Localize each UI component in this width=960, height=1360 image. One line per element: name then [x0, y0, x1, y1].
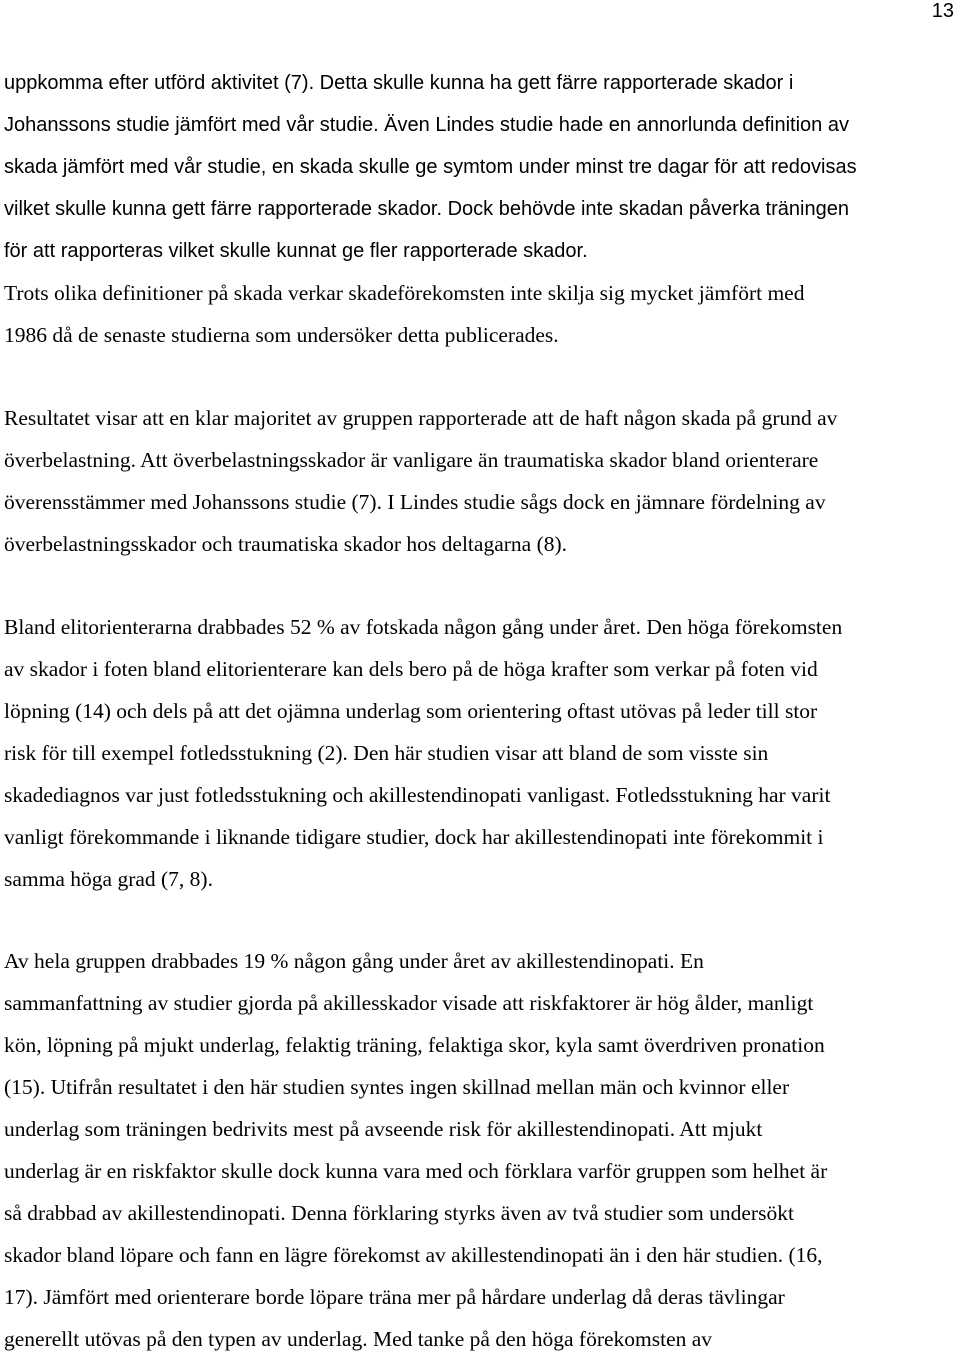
text-line: Bland elitorienterarna drabbades 52 % av fotskada någon gång under året. Den höga förekomsten [4, 615, 843, 639]
text-line: 17). Jämfört med orienterare borde löpare träna mer på hårdare underlag då deras tävlingar [4, 1285, 785, 1309]
text-line: överensstämmer med Johanssons studie (7). I Lindes studie sågs dock en jämnare fördelning av [4, 490, 826, 514]
text-line: 1986 då de senaste studierna som undersöker detta publicerades. [4, 323, 559, 347]
text-line: Johanssons studie jämfört med vår studie. Även Lindes studie hade en annorlunda definition av [4, 114, 849, 136]
text-line: vilket skulle kunna gett färre rapporterade skador. Dock behövde inte skadan påverka träningen [4, 198, 849, 220]
text-line: skador bland löpare och fann en lägre förekomst av akillestendinopati än i den här studien. (16, [4, 1243, 823, 1267]
text-line: skada jämfört med vår studie, en skada skulle ge symtom under minst tre dagar för att redovisas [4, 156, 857, 178]
text-line: skadediagnos var just fotledsstukning och akillestendinopati vanligast. Fotledsstukning har varit [4, 783, 831, 807]
paragraph-definitions [4, 62, 956, 356]
text-line: underlag är en riskfaktor skulle dock kunna vara med och förklara varför gruppen som helhet är [4, 1159, 828, 1183]
paragraph-achilles-tendinopathy [4, 940, 956, 1360]
text-line: Av hela gruppen drabbades 19 % någon gång under året av akillestendinopati. En [4, 949, 704, 973]
text-line: för att rapporteras vilket skulle kunnat ge fler rapporterade skador. [4, 240, 588, 262]
text-line: vanligt förekommande i liknande tidigare studier, dock har akillestendinopati inte förekommit i [4, 825, 824, 849]
text-line: risk för till exempel fotledsstukning (2). Den här studien visar att bland de som visste sin [4, 741, 769, 765]
text-line: så drabbad av akillestendinopati. Denna förklaring styrks även av två studier som undersökt [4, 1201, 794, 1225]
text-line: av skador i foten bland elitorienterare kan dels bero på de höga krafter som verkar på foten vid [4, 657, 818, 681]
text-line: underlag som träningen bedrivits mest på avseende risk för akillestendinopati. Att mjukt [4, 1117, 763, 1141]
text-line: överbelastning. Att överbelastningsskador är vanligare än traumatiska skador bland orienterare [4, 448, 819, 472]
text-line: uppkomma efter utförd aktivitet (7). Detta skulle kunna ha gett färre rapporterade skador i [4, 72, 794, 94]
page-number: 13 [931, 0, 954, 22]
text-line: Resultatet visar att en klar majoritet av gruppen rapporterade att de haft någon skada på grund av [4, 406, 838, 430]
paragraph-overuse-results [4, 397, 956, 565]
text-line: Trots olika definitioner på skada verkar skadeförekomsten inte skilja sig mycket jämfört med [4, 281, 805, 305]
text-line: överbelastningsskador och traumatiska skador hos deltagarna (8). [4, 532, 568, 556]
text-line: samma höga grad (7, 8). [4, 867, 213, 891]
text-line: löpning (14) och dels på att det ojämna underlag som orientering oftast utövas på leder till stor [4, 699, 818, 723]
paragraph-foot-injuries [4, 606, 956, 900]
text-line: (15). Utifrån resultatet i den här studien syntes ingen skillnad mellan män och kvinnor eller [4, 1075, 790, 1099]
text-line: kön, löpning på mjukt underlag, felaktig träning, felaktiga skor, kyla samt överdriven pronation [4, 1033, 825, 1057]
text-line: generellt utövas på den typen av underlag. Med tanke på den höga förekomsten av [4, 1327, 713, 1351]
text-line: sammanfattning av studier gjorda på akillesskador visade att riskfaktorer är hög ålder, manligt [4, 991, 814, 1015]
